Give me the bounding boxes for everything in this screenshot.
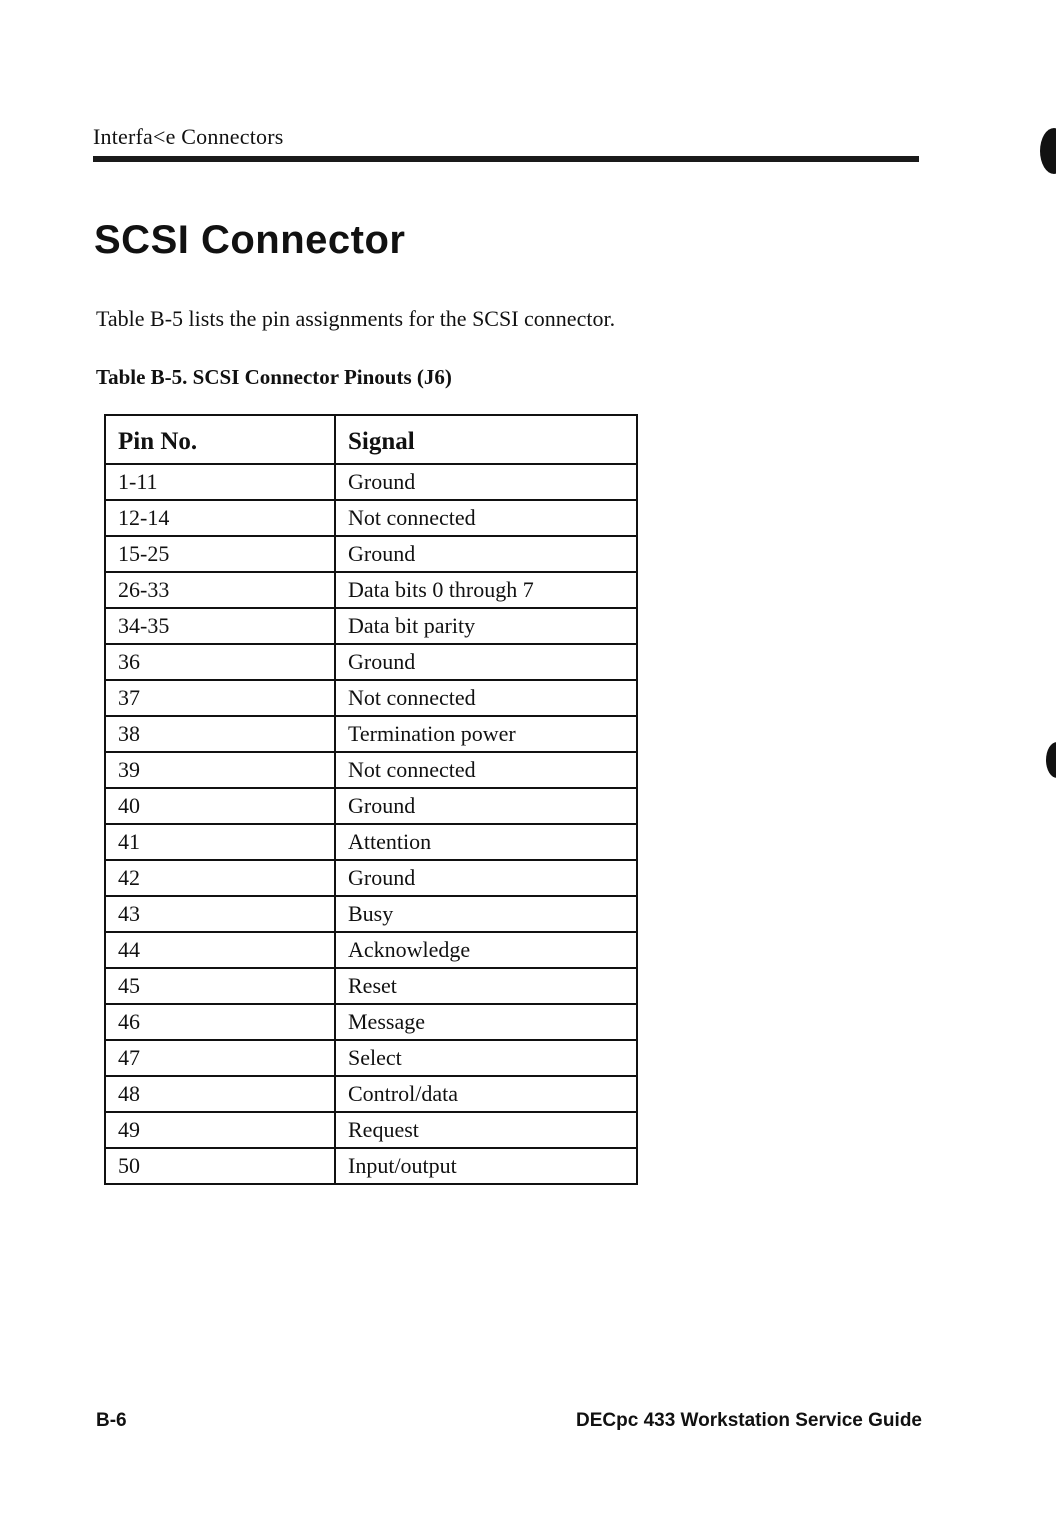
table-row (105, 932, 637, 968)
table-row (105, 1148, 637, 1184)
signal-cell: Acknowledge (335, 932, 637, 968)
pin-number-cell: 42 (105, 860, 335, 896)
pin-number-cell: 26-33 (105, 572, 335, 608)
pin-number-cell: 45 (105, 968, 335, 1004)
table-row (105, 608, 637, 644)
table-row (105, 572, 637, 608)
pin-number-cell: 39 (105, 752, 335, 788)
table-row (105, 824, 637, 860)
column-header-pin: Pin No. (105, 415, 335, 464)
signal-cell: Not connected (335, 500, 637, 536)
table-row (105, 1040, 637, 1076)
pin-number-cell: 48 (105, 1076, 335, 1112)
book-title: DECpc 433 Workstation Service Guide (576, 1410, 922, 1431)
pin-number-cell: 34-35 (105, 608, 335, 644)
binder-hole-middle (1046, 742, 1056, 778)
signal-cell: Control/data (335, 1076, 637, 1112)
table-row (105, 1112, 637, 1148)
pinout-table (104, 414, 638, 1185)
pin-number-cell: 43 (105, 896, 335, 932)
signal-cell: Ground (335, 536, 637, 572)
pin-number-cell: 41 (105, 824, 335, 860)
table-row (105, 500, 637, 536)
running-header: Interfa<e Connectors (93, 124, 284, 149)
table-row (105, 1004, 637, 1040)
signal-cell: Termination power (335, 716, 637, 752)
signal-cell: Not connected (335, 680, 637, 716)
signal-cell: Attention (335, 824, 637, 860)
pin-number-cell: 36 (105, 644, 335, 680)
signal-cell: Data bits 0 through 7 (335, 572, 637, 608)
pin-number-cell: 38 (105, 716, 335, 752)
signal-cell: Ground (335, 788, 637, 824)
signal-cell: Not connected (335, 752, 637, 788)
binder-hole-top (1040, 128, 1056, 174)
table-row (105, 860, 637, 896)
table-row (105, 1076, 637, 1112)
pin-number-cell: 46 (105, 1004, 335, 1040)
table-body (105, 464, 637, 1184)
column-header-signal: Signal (335, 415, 637, 464)
pin-number-cell: 1-11 (105, 464, 335, 500)
signal-cell: Input/output (335, 1148, 637, 1184)
pin-number-cell: 50 (105, 1148, 335, 1184)
pin-number-cell: 40 (105, 788, 335, 824)
signal-cell: Ground (335, 464, 637, 500)
signal-cell: Message (335, 1004, 637, 1040)
table-row (105, 752, 637, 788)
signal-cell: Ground (335, 644, 637, 680)
table-row (105, 968, 637, 1004)
pin-number-cell: 44 (105, 932, 335, 968)
table-row (105, 788, 637, 824)
pin-number-cell: 49 (105, 1112, 335, 1148)
pin-number-cell: 37 (105, 680, 335, 716)
signal-cell: Select (335, 1040, 637, 1076)
header-rule (93, 156, 919, 162)
table-row (105, 644, 637, 680)
intro-paragraph: Table B-5 lists the pin assignments for the SCSI connector. (96, 306, 616, 331)
signal-cell: Ground (335, 860, 637, 896)
signal-cell: Busy (335, 896, 637, 932)
table-row (105, 464, 637, 500)
signal-cell: Reset (335, 968, 637, 1004)
table-row (105, 680, 637, 716)
table-header-row (105, 415, 637, 464)
pin-number-cell: 47 (105, 1040, 335, 1076)
pin-number-cell: 15-25 (105, 536, 335, 572)
signal-cell: Request (335, 1112, 637, 1148)
table-caption: Table B-5. SCSI Connector Pinouts (J6) (96, 365, 452, 389)
table-row (105, 896, 637, 932)
pin-number-cell: 12-14 (105, 500, 335, 536)
signal-cell: Data bit parity (335, 608, 637, 644)
table-row (105, 536, 637, 572)
page-title: SCSI Connector (94, 218, 406, 262)
page-number: B-6 (96, 1410, 127, 1431)
table-row (105, 716, 637, 752)
